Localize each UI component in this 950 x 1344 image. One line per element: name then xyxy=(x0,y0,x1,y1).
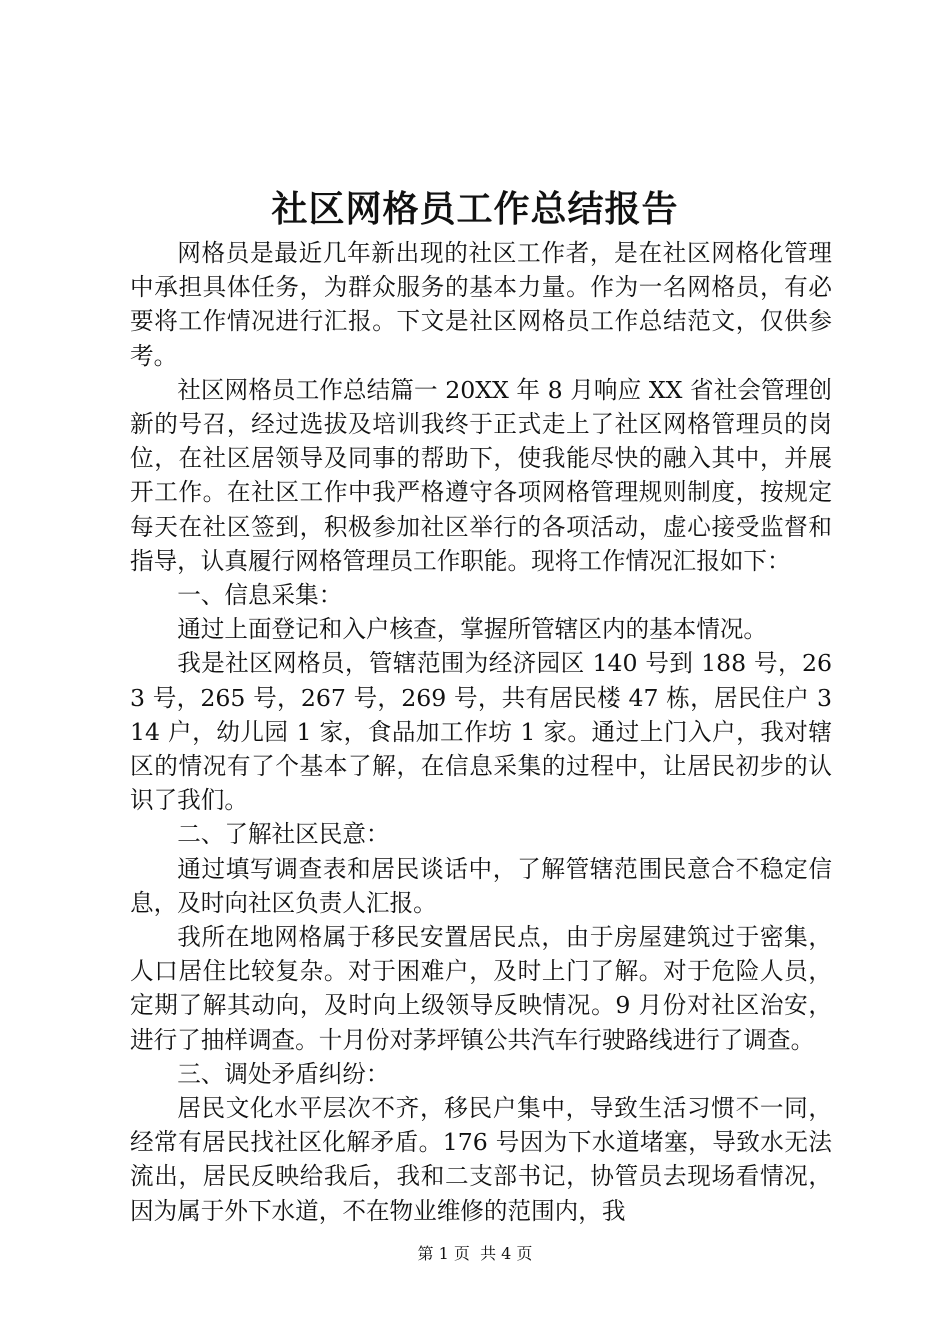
paragraph-summary-part-one: 社区网格员工作总结篇一 20XX 年 8 月响应 XX 省社会管理创新的号召，经过选拔及培训我终于正式走上了社区网格管理员的岗位，在社区居领导及同事的帮助下，使我能尽快的融入其中，并展开工作。在社区工作中我严格遵守各项网格管理规则制度，按规定每天在社区签到，积极参加社区举行的各项活动，虚心接受监督和指导，认真履行网格管理员工作职能。现将工作情况汇报如下： xyxy=(130,375,832,575)
section-heading-dispute-mediation: 三、调处矛盾纠纷： xyxy=(177,1059,390,1088)
page-footer xyxy=(0,1242,950,1266)
paragraph-public-opinion: 通过填写调查表和居民谈话中，了解管辖范围民意合不稳定信息，及时向社区负责人汇报。 xyxy=(130,854,832,917)
paragraph-grid-situation: 我所在地网格属于移民安置居民点，由于房屋建筑过于密集，人口居住比较复杂。对于困难户，及时上门了解。对于危险人员，定期了解其动向，及时向上级领导反映情况。9 月份对社区治安，进行了抽样调查。十月份对茅坪镇公共汽车行驶路线进行了调查。 xyxy=(130,923,832,1054)
paragraph-intro: 网格员是最近几年新出现的社区工作者，是在社区网格化管理中承担具体任务，为群众服务的基本力量。作为一名网格员，有必要将工作情况进行汇报。下文是社区网格员工作总结范文，仅供参考。 xyxy=(130,239,832,370)
document-title: 社区网格员工作总结报告 xyxy=(271,188,679,230)
paragraph-dispute-mediation: 居民文化水平层次不齐，移民户集中，导致生活习惯不一同，经常有居民找社区化解矛盾。176 号因为下水道堵塞，导致水无法流出，居民反映给我后，我和二支部书记，协管员去现场看情况，因为属于外下水道，不在物业维修的范围内，我 xyxy=(130,1094,832,1225)
section-heading-public-opinion: 二、了解社区民意： xyxy=(177,820,390,849)
paragraph-information-collection: 通过上面登记和入户核查，掌握所管辖区内的基本情况。 xyxy=(177,615,768,644)
paragraph-jurisdiction: 我是社区网格员，管辖范围为经济园区 140 号到 188 号，263 号，265 号，267 号，269 号，共有居民楼 47 栋，居民住户 314 户，幼儿园 1 家，食品加工作坊 1 家。通过上门入户，我对辖区的情况有了个基本了解，在信息采集的过程中，让居民初步的认识了我们。 xyxy=(130,649,832,815)
document-body xyxy=(130,236,832,1228)
page-number: 第 1 页 共 4 页 xyxy=(417,1244,533,1263)
section-heading-information-collection: 一、信息采集： xyxy=(177,581,343,610)
